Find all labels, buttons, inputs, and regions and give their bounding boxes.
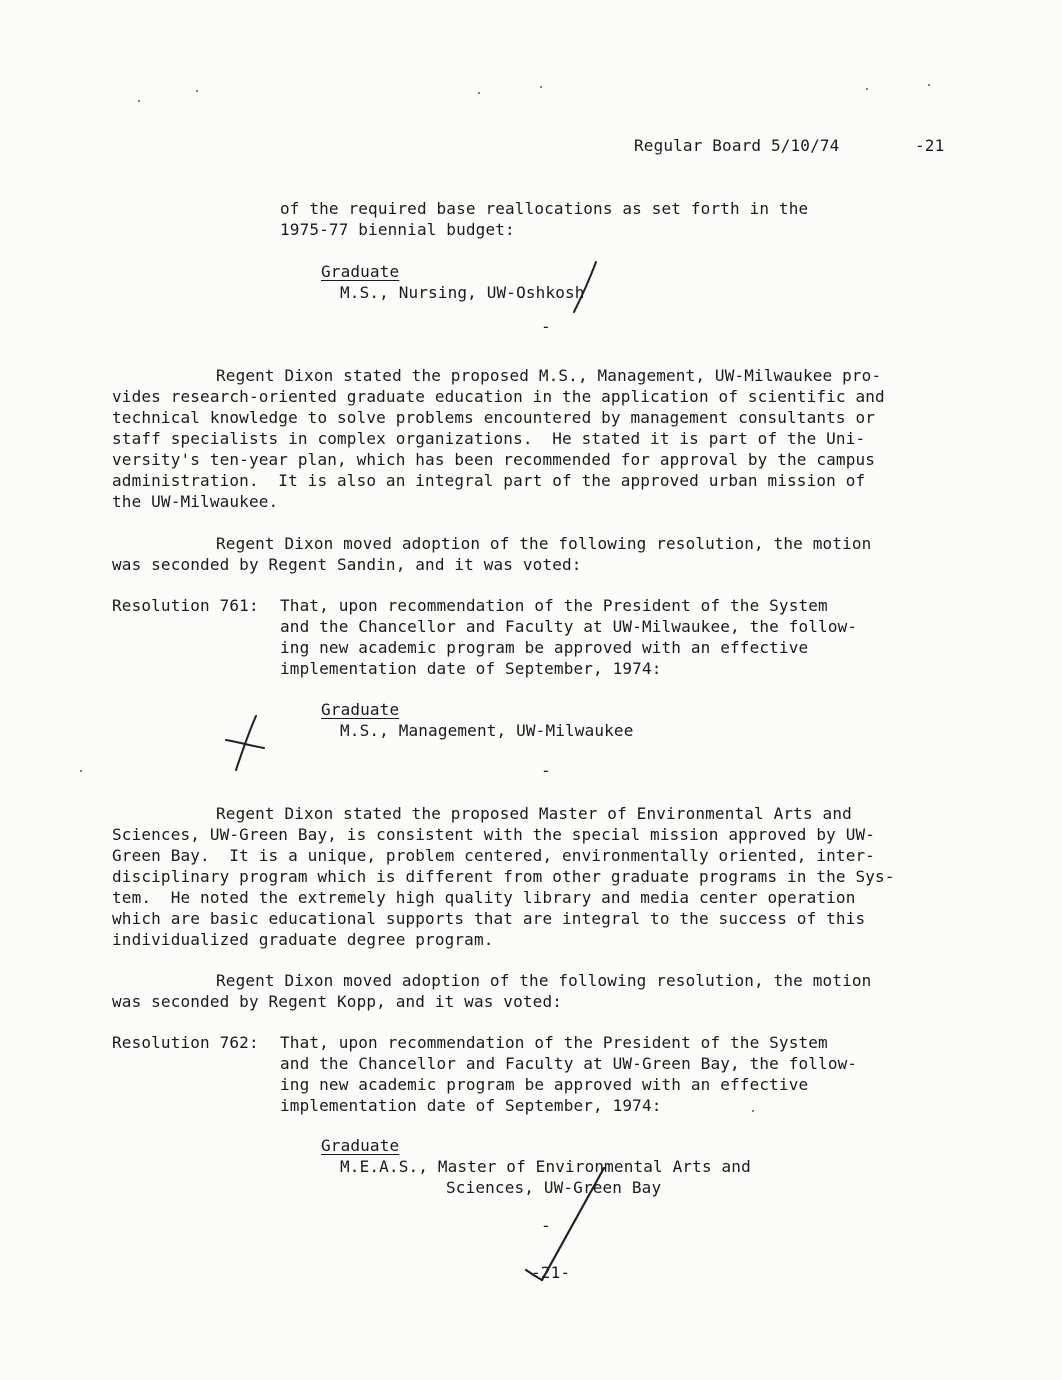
text-line: was seconded by Regent Sandin, and it was voted: xyxy=(112,555,582,574)
program-name: M.S., Nursing, UW-Oshkosh xyxy=(340,283,585,302)
text-line: Regent Dixon moved adoption of the following resolution, the motion xyxy=(216,534,872,553)
header-title: Regular Board 5/10/74 xyxy=(634,136,840,155)
program-name: M.E.A.S., Master of Environmental Arts and xyxy=(340,1157,751,1176)
scan-speck xyxy=(928,84,930,86)
text-line: was seconded by Regent Kopp, and it was voted: xyxy=(112,992,563,1011)
text-line: ing new academic program be approved with an effective xyxy=(280,638,809,657)
text-line: implementation date of September, 1974: xyxy=(280,659,662,678)
text-line: Green Bay. It is a unique, problem centered, environmentally oriented, inter- xyxy=(112,846,876,865)
separator-dash: - xyxy=(541,1216,551,1235)
text-line: That, upon recommendation of the President of the System xyxy=(280,596,828,615)
text-line: Regent Dixon stated the proposed M.S., Management, UW-Milwaukee pro- xyxy=(216,366,882,385)
scan-speck xyxy=(478,92,480,94)
text-line: versity's ten-year plan, which has been recommended for approval by the campus xyxy=(112,450,876,469)
scan-speck xyxy=(866,88,868,90)
scan-speck xyxy=(138,100,140,102)
separator-dash: - xyxy=(541,761,551,780)
text-line: and the Chancellor and Faculty at UW-Milwaukee, the follow- xyxy=(280,617,858,636)
text-line: tem. He noted the extremely high quality library and media center operation xyxy=(112,888,856,907)
text-line: Regent Dixon stated the proposed Master of Environmental Arts and xyxy=(216,804,852,823)
footer-page-number: -21- xyxy=(531,1263,571,1282)
text-line: the UW-Milwaukee. xyxy=(112,492,279,511)
scan-speck xyxy=(752,1110,754,1112)
text-line: 1975-77 biennial budget: xyxy=(280,220,515,239)
resolution-label: Resolution 762: xyxy=(112,1033,259,1052)
scan-speck xyxy=(540,86,542,88)
text-line: Regent Dixon moved adoption of the following resolution, the motion xyxy=(216,971,872,990)
program-heading: Graduate xyxy=(321,700,400,719)
text-line: individualized graduate degree program. xyxy=(112,930,494,949)
text-line: Sciences, UW-Green Bay, is consistent with the special mission approved by UW- xyxy=(112,825,876,844)
program-heading: Graduate xyxy=(321,262,400,281)
handwritten-check-mark-icon xyxy=(560,258,610,318)
scan-speck xyxy=(196,90,198,92)
text-line: staff specialists in complex organizations. He stated it is part of the Uni- xyxy=(112,429,866,448)
text-line: vides research-oriented graduate education in the application of scientific and xyxy=(112,387,885,406)
program-name: M.S., Management, UW-Milwaukee xyxy=(340,721,634,740)
text-line: ing new academic program be approved with an effective xyxy=(280,1075,809,1094)
text-line: disciplinary program which is different from other graduate programs in the Sys- xyxy=(112,867,895,886)
scan-speck xyxy=(80,770,82,772)
header-page-number: -21 xyxy=(915,136,945,155)
text-line: That, upon recommendation of the President of the System xyxy=(280,1033,828,1052)
handwritten-check-mark-icon xyxy=(520,1162,630,1290)
text-line: and the Chancellor and Faculty at UW-Green Bay, the follow- xyxy=(280,1054,858,1073)
program-name: Sciences, UW-Green Bay xyxy=(446,1178,662,1197)
text-line: technical knowledge to solve problems encountered by management consultants or xyxy=(112,408,876,427)
text-line: implementation date of September, 1974: xyxy=(280,1096,662,1115)
text-line: of the required base reallocations as set forth in the xyxy=(280,199,809,218)
text-line: administration. It is also an integral part of the approved urban mission of xyxy=(112,471,866,490)
handwritten-cross-mark-icon xyxy=(222,710,272,775)
resolution-label: Resolution 761: xyxy=(112,596,259,615)
program-heading: Graduate xyxy=(321,1136,400,1155)
separator-dash: - xyxy=(541,317,551,336)
text-line: which are basic educational supports that are integral to the success of this xyxy=(112,909,866,928)
